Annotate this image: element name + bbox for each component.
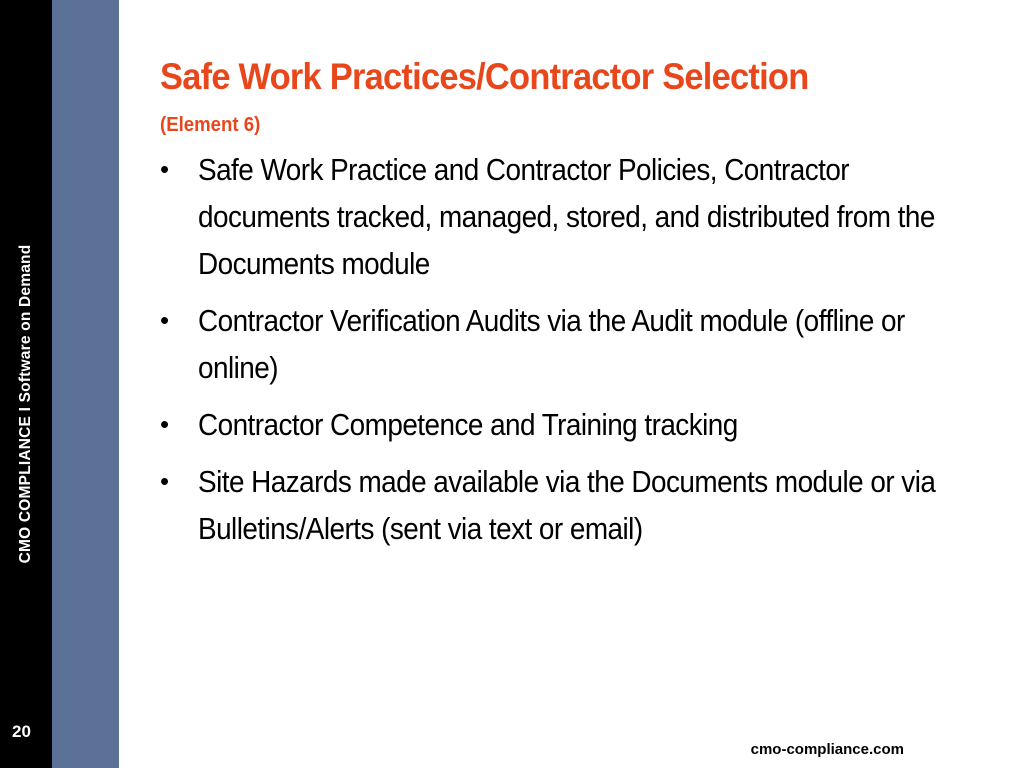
- bullet-item: [160, 458, 950, 552]
- footer-url: cmo-compliance.com: [750, 741, 904, 758]
- bullet-text: Site Hazards made available via the Documents module or via Bulletins/Alerts (sent via text or email): [198, 464, 936, 546]
- bullet-point-icon: •: [160, 305, 169, 335]
- bullet-item: [160, 401, 950, 448]
- bullet-point-icon: •: [160, 466, 169, 496]
- bullet-item: [160, 146, 950, 287]
- slide-title: Safe Work Practices/Contractor Selection: [160, 56, 809, 97]
- bullet-text: Contractor Verification Audits via the Audit module (offline or online): [198, 303, 905, 385]
- bullet-item: [160, 297, 950, 391]
- bullet-text: Contractor Competence and Training tracking: [198, 407, 738, 442]
- bullet-list: [160, 146, 950, 562]
- bullet-point-icon: •: [160, 409, 169, 439]
- slide-subtitle: (Element 6): [160, 114, 261, 136]
- sidebar-brand-text: CMO COMPLIANCE I Software on Demand: [17, 244, 34, 564]
- sidebar-blue-bar: [52, 0, 119, 768]
- page-number: 20: [12, 722, 31, 741]
- bullet-text: Safe Work Practice and Contractor Policies, Contractor documents tracked, managed, stored, and distributed from the Documents module: [198, 152, 935, 281]
- bullet-point-icon: •: [160, 154, 169, 184]
